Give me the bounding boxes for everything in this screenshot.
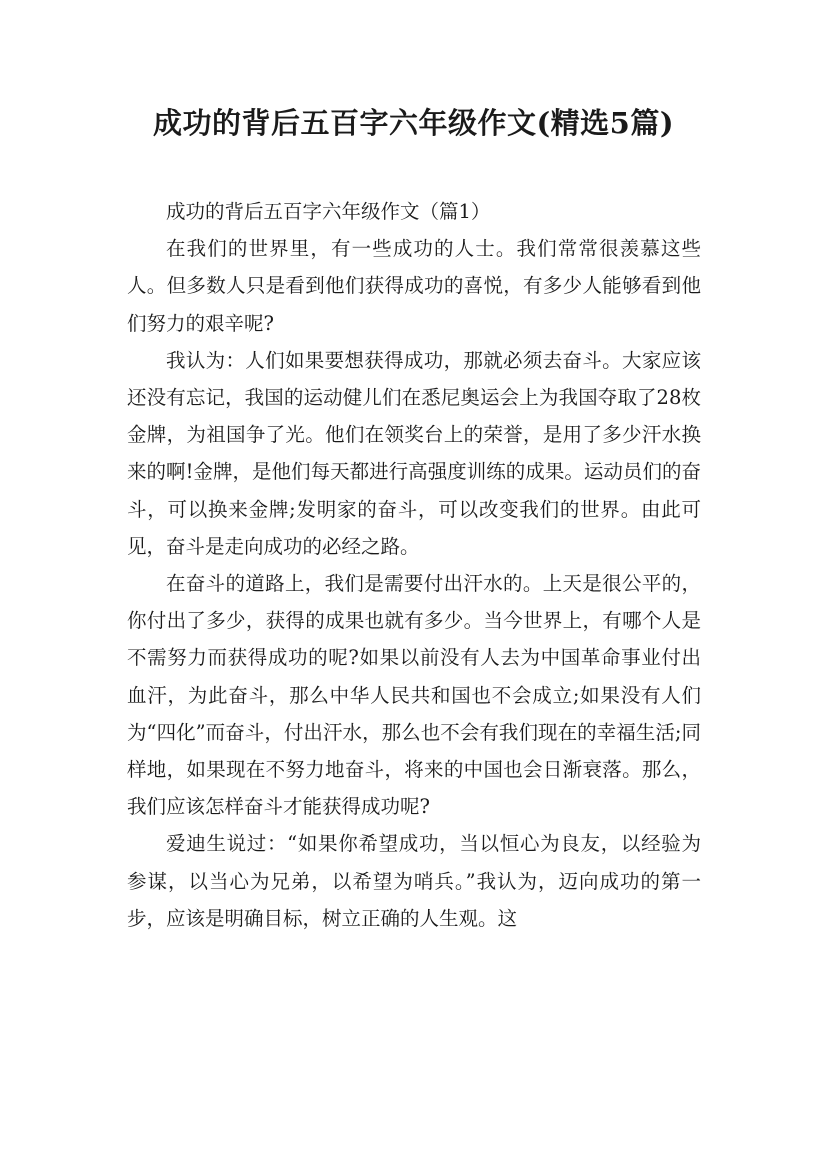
paragraph-3: 在奋斗的道路上，我们是需要付出汗水的。上天是很公平的，你付出了多少，获得的成果也就有多少。当今世界上，有哪个人是不需努力而获得成功的呢?如果以前没有人去为中国革命事业付出血汗，为此奋斗，那么中华人民共和国也不会成立;如果没有人们为“四化”而奋斗，付出汗水，那么也不会有我们现在的幸福生活;同样地，如果现在不努力地奋斗，将来的中国也会日渐衰落。那么，我们应该怎样奋斗才能获得成功呢?: [127, 572, 701, 819]
document-title: 成功的背后五百字六年级作文(精选5篇): [152, 106, 675, 140]
section-heading: 成功的背后五百字六年级作文（篇1）: [166, 200, 491, 223]
paragraph-4: 爱迪生说过：“如果你希望成功，当以恒心为良友，以经验为参谋，以当心为兄弟，以希望为哨兵。”我认为，迈向成功的第一步，应该是明确目标，树立正确的人生观。这: [127, 832, 701, 930]
paragraph-1: 在我们的世界里，有一些成功的人士。我们常常很羡慕这些人。但多数人只是看到他们获得成功的喜悦，有多少人能够看到他们努力的艰辛呢?: [127, 237, 701, 335]
document-body: [127, 193, 701, 937]
paragraph-2: 我认为：人们如果要想获得成功，那就必须去奋斗。大家应该还没有忘记，我国的运动健儿们在悉尼奥运会上为我国夺取了28枚金牌，为祖国争了光。他们在领奖台上的荣誉，是用了多少汗水换来的啊!金牌，是他们每天都进行高强度训练的成果。运动员们的奋斗，可以换来金牌;发明家的奋斗，可以改变我们的世界。由此可见，奋斗是走向成功的必经之路。: [127, 348, 701, 558]
